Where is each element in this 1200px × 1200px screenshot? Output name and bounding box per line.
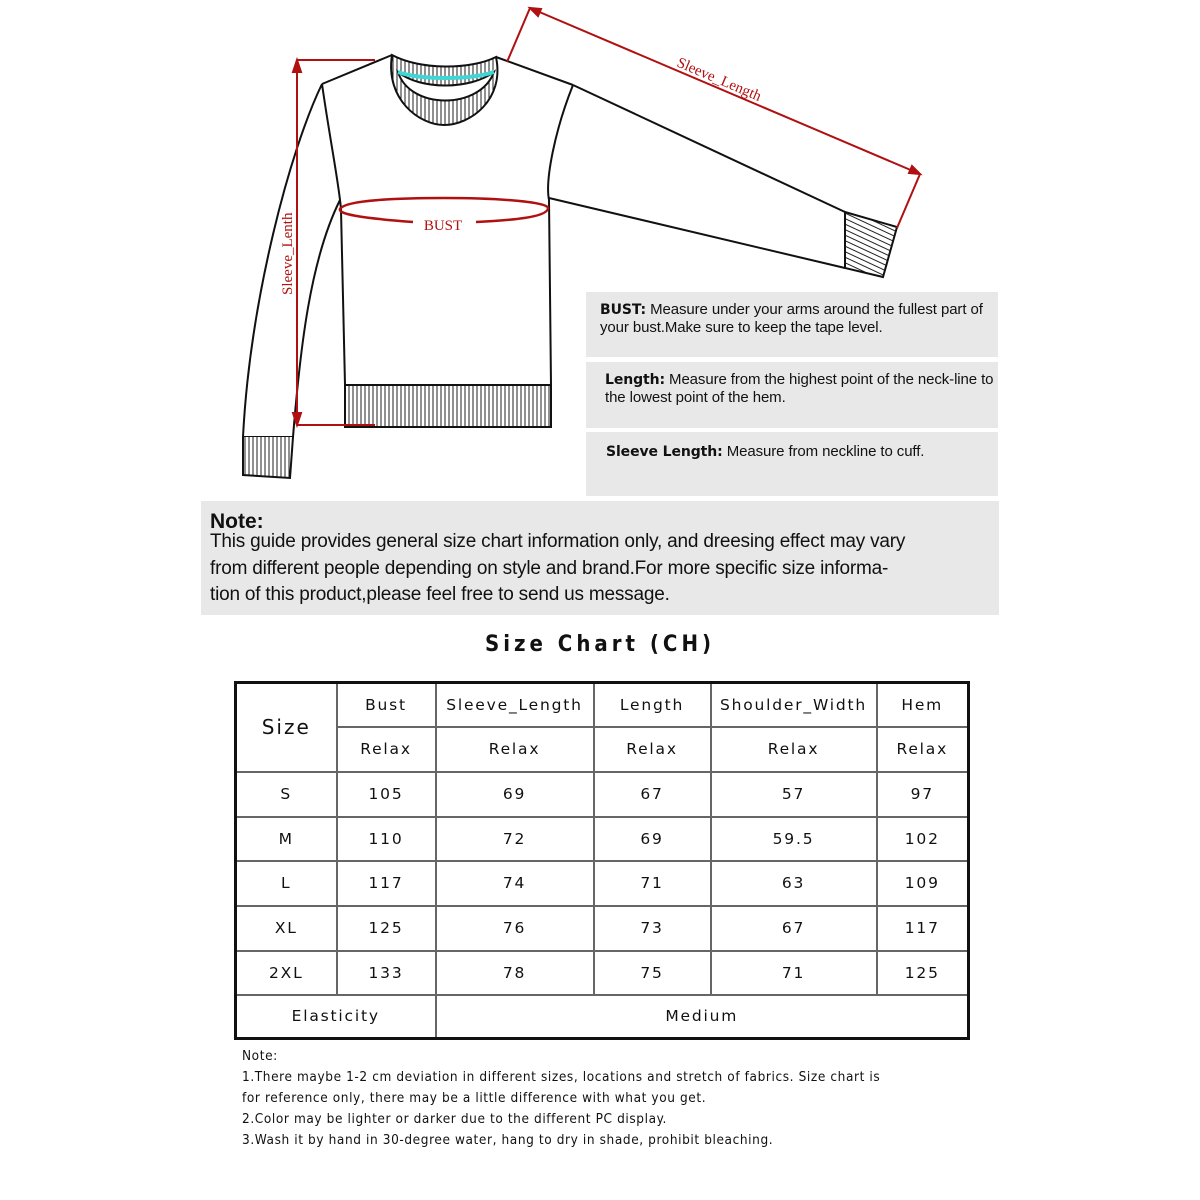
sleeve-length-label: Sleeve_Length: [674, 54, 764, 105]
footer-note: [242, 1046, 962, 1151]
length-cell: 67: [594, 772, 711, 817]
bust-cell: 105: [337, 772, 436, 817]
size-header: Size: [236, 683, 337, 772]
length-term: Length:: [605, 372, 665, 388]
right-sleeve: [549, 85, 897, 277]
note-line: from different people depending on style and brand.For more specific size informa-: [210, 557, 889, 579]
elasticity-label: Elasticity: [236, 995, 436, 1039]
sleeve-length-definition-text: Measure from neckline to cuff.: [726, 443, 925, 460]
length-cell: 73: [594, 906, 711, 951]
bust-cell: 110: [337, 817, 436, 861]
subheader-relax: Relax: [711, 727, 877, 772]
shoulder-width-cell: 59.5: [711, 817, 877, 861]
sleeve-lenth-label: Sleeve_Lenth: [280, 212, 296, 295]
bust-definition-panel: [586, 292, 998, 357]
shoulder-width-cell: 71: [711, 951, 877, 995]
subheader-relax: Relax: [877, 727, 969, 772]
bust-definition-text: Measure under your arms around the fullest part of your bust.Make sure to keep the tape level.: [600, 301, 983, 336]
hem-cell: 125: [877, 951, 969, 995]
footer-note-item: 1.There maybe 1-2 cm deviation in different sizes, locations and stretch of fabrics. Size chart is: [242, 1069, 881, 1085]
column-header-bust: Bust: [337, 683, 436, 727]
hem-cell: 117: [877, 906, 969, 951]
collar: [391, 55, 497, 125]
hem-cell: 97: [877, 772, 969, 817]
subheader-relax: Relax: [594, 727, 711, 772]
bust-label: BUST: [423, 218, 463, 234]
note-body: [210, 529, 990, 609]
size-cell: M: [236, 817, 337, 861]
vertical-measure-line: [293, 60, 375, 425]
size-cell: XL: [236, 906, 337, 951]
sleeve-length-term: Sleeve Length:: [606, 444, 723, 460]
subheader-relax: Relax: [436, 727, 594, 772]
sleeve-definition-panel: [586, 432, 998, 496]
size-cell: S: [236, 772, 337, 817]
table-row: [236, 951, 969, 995]
column-header-length: Length: [594, 683, 711, 727]
size-chart-table: [234, 681, 970, 1040]
header-row: [236, 683, 969, 727]
footer-note-title: Note:: [242, 1048, 278, 1064]
diagonal-measure-line: [507, 8, 920, 228]
bust-cell: 125: [337, 906, 436, 951]
length-cell: 69: [594, 817, 711, 861]
note-title: Note:: [210, 510, 264, 533]
note-line: tion of this product,please feel free to send us message.: [210, 584, 670, 605]
sleeve-length-cell: 74: [436, 861, 594, 906]
table-row: [236, 861, 969, 906]
length-cell: 71: [594, 861, 711, 906]
sleeve-length-cell: 69: [436, 772, 594, 817]
length-definition-panel: [586, 362, 998, 428]
bust-definition: [600, 301, 998, 336]
size-chart-title: Size Chart (CH): [484, 632, 716, 657]
note-panel: [201, 501, 999, 615]
bust-term: BUST:: [600, 302, 647, 318]
hem-cell: 102: [877, 817, 969, 861]
sleeve-length-cell: 78: [436, 951, 594, 995]
hem-cell: 109: [877, 861, 969, 906]
footer-note-item: 3.Wash it by hand in 30-degree water, hang to dry in shade, prohibit bleaching.: [242, 1132, 774, 1148]
bust-cell: 117: [337, 861, 436, 906]
shoulder-width-cell: 57: [711, 772, 877, 817]
size-cell: 2XL: [236, 951, 337, 995]
table-row: [236, 772, 969, 817]
length-definition: [605, 371, 998, 406]
sleeve-length-definition: [606, 443, 998, 461]
shoulder-width-cell: 67: [711, 906, 877, 951]
sleeve-length-cell: 72: [436, 817, 594, 861]
sleeve-length-cell: 76: [436, 906, 594, 951]
table-row: [236, 817, 969, 861]
length-definition-text: Measure from the highest point of the neck-line to the lowest point of the hem.: [605, 371, 994, 406]
bust-cell: 133: [337, 951, 436, 995]
elasticity-value: Medium: [436, 995, 969, 1039]
length-cell: 75: [594, 951, 711, 995]
footer-note-item: for reference only, there may be a little difference with what you get.: [242, 1090, 707, 1106]
note-line: This guide provides general size chart information only, and dreesing effect may vary: [210, 531, 906, 552]
column-header-shoulder-width: Shoulder_Width: [711, 683, 877, 727]
table-row: [236, 906, 969, 951]
footer-note-item: 2.Color may be lighter or darker due to the different PC display.: [242, 1111, 667, 1127]
column-header-sleeve-length: Sleeve_Length: [436, 683, 594, 727]
subheader-row: [236, 727, 969, 772]
size-cell: L: [236, 861, 337, 906]
shoulder-width-cell: 63: [711, 861, 877, 906]
subheader-relax: Relax: [337, 727, 436, 772]
elasticity-row: [236, 995, 969, 1039]
column-header-hem: Hem: [877, 683, 969, 727]
